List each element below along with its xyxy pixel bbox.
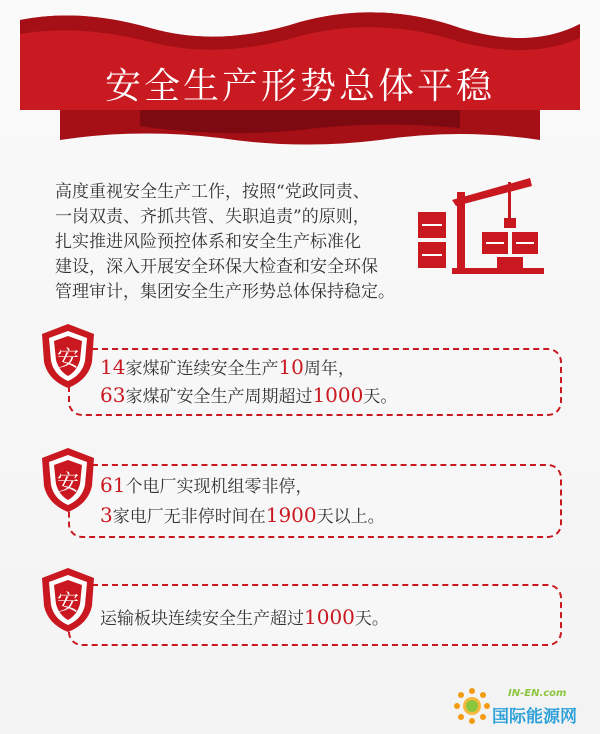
- safety-shield-icon: [40, 322, 96, 390]
- safety-shield-icon: [40, 446, 96, 514]
- shield-char: 安: [56, 347, 80, 372]
- intro-paragraph: [55, 180, 415, 305]
- item-text: 运输板块连续安全生产超过: [100, 609, 304, 629]
- highlight-number: 63: [100, 383, 126, 407]
- item-text: 天。: [363, 387, 398, 407]
- item-line: [100, 354, 355, 379]
- intro-line: 管理审计，集团安全生产形势总体保持稳定。: [55, 282, 395, 302]
- intro-line: 一岗双责、齐抓共管、失职追责”的原则，: [55, 207, 370, 227]
- item-line: [100, 604, 389, 629]
- shield-char: 安: [56, 471, 80, 496]
- safety-shield-icon: [40, 566, 96, 634]
- intro-line: 建设，深入开展安全环保大检查和安全环保: [55, 257, 378, 277]
- intro-line: 高度重视安全生产工作，按照“党政同责、: [55, 182, 370, 202]
- item-text: 周年，: [303, 359, 355, 379]
- item-line: [100, 502, 385, 527]
- item-text: 天以上。: [316, 507, 385, 527]
- highlight-number: 14: [100, 355, 126, 379]
- crane-cargo-icon: [412, 172, 552, 282]
- item-line: [100, 382, 397, 407]
- item-text: 家煤矿安全生产周期超过: [125, 387, 313, 407]
- safety-item-power: [40, 446, 560, 546]
- item-text: 个电厂实现机组零非停，: [125, 477, 313, 497]
- watermark-domain: IN-EN.com: [508, 688, 567, 699]
- highlight-number: 1000: [304, 605, 355, 629]
- intro-line: 扎实推进风险预控体系和安全生产标准化: [55, 232, 361, 252]
- safety-item-coal: [40, 322, 560, 422]
- shield-char: 安: [56, 591, 80, 616]
- safety-item-transport: [40, 566, 560, 656]
- highlight-number: 61: [100, 473, 126, 497]
- watermark-logo: [450, 682, 590, 728]
- sun-logo-icon: [452, 686, 492, 726]
- item-text: 家电厂无非停时间在: [112, 507, 266, 527]
- item-line: [100, 472, 312, 497]
- highlight-number: 1000: [312, 383, 364, 407]
- highlight-number: 10: [278, 355, 304, 379]
- highlight-number: 3: [100, 503, 113, 527]
- banner-title: 安全生产形势总体平稳: [104, 66, 495, 107]
- highlight-number: 1900: [265, 503, 317, 527]
- item-text: 天。: [354, 609, 389, 629]
- item-text: 家煤矿连续安全生产: [125, 359, 279, 379]
- watermark-name: 国际能源网: [492, 707, 577, 727]
